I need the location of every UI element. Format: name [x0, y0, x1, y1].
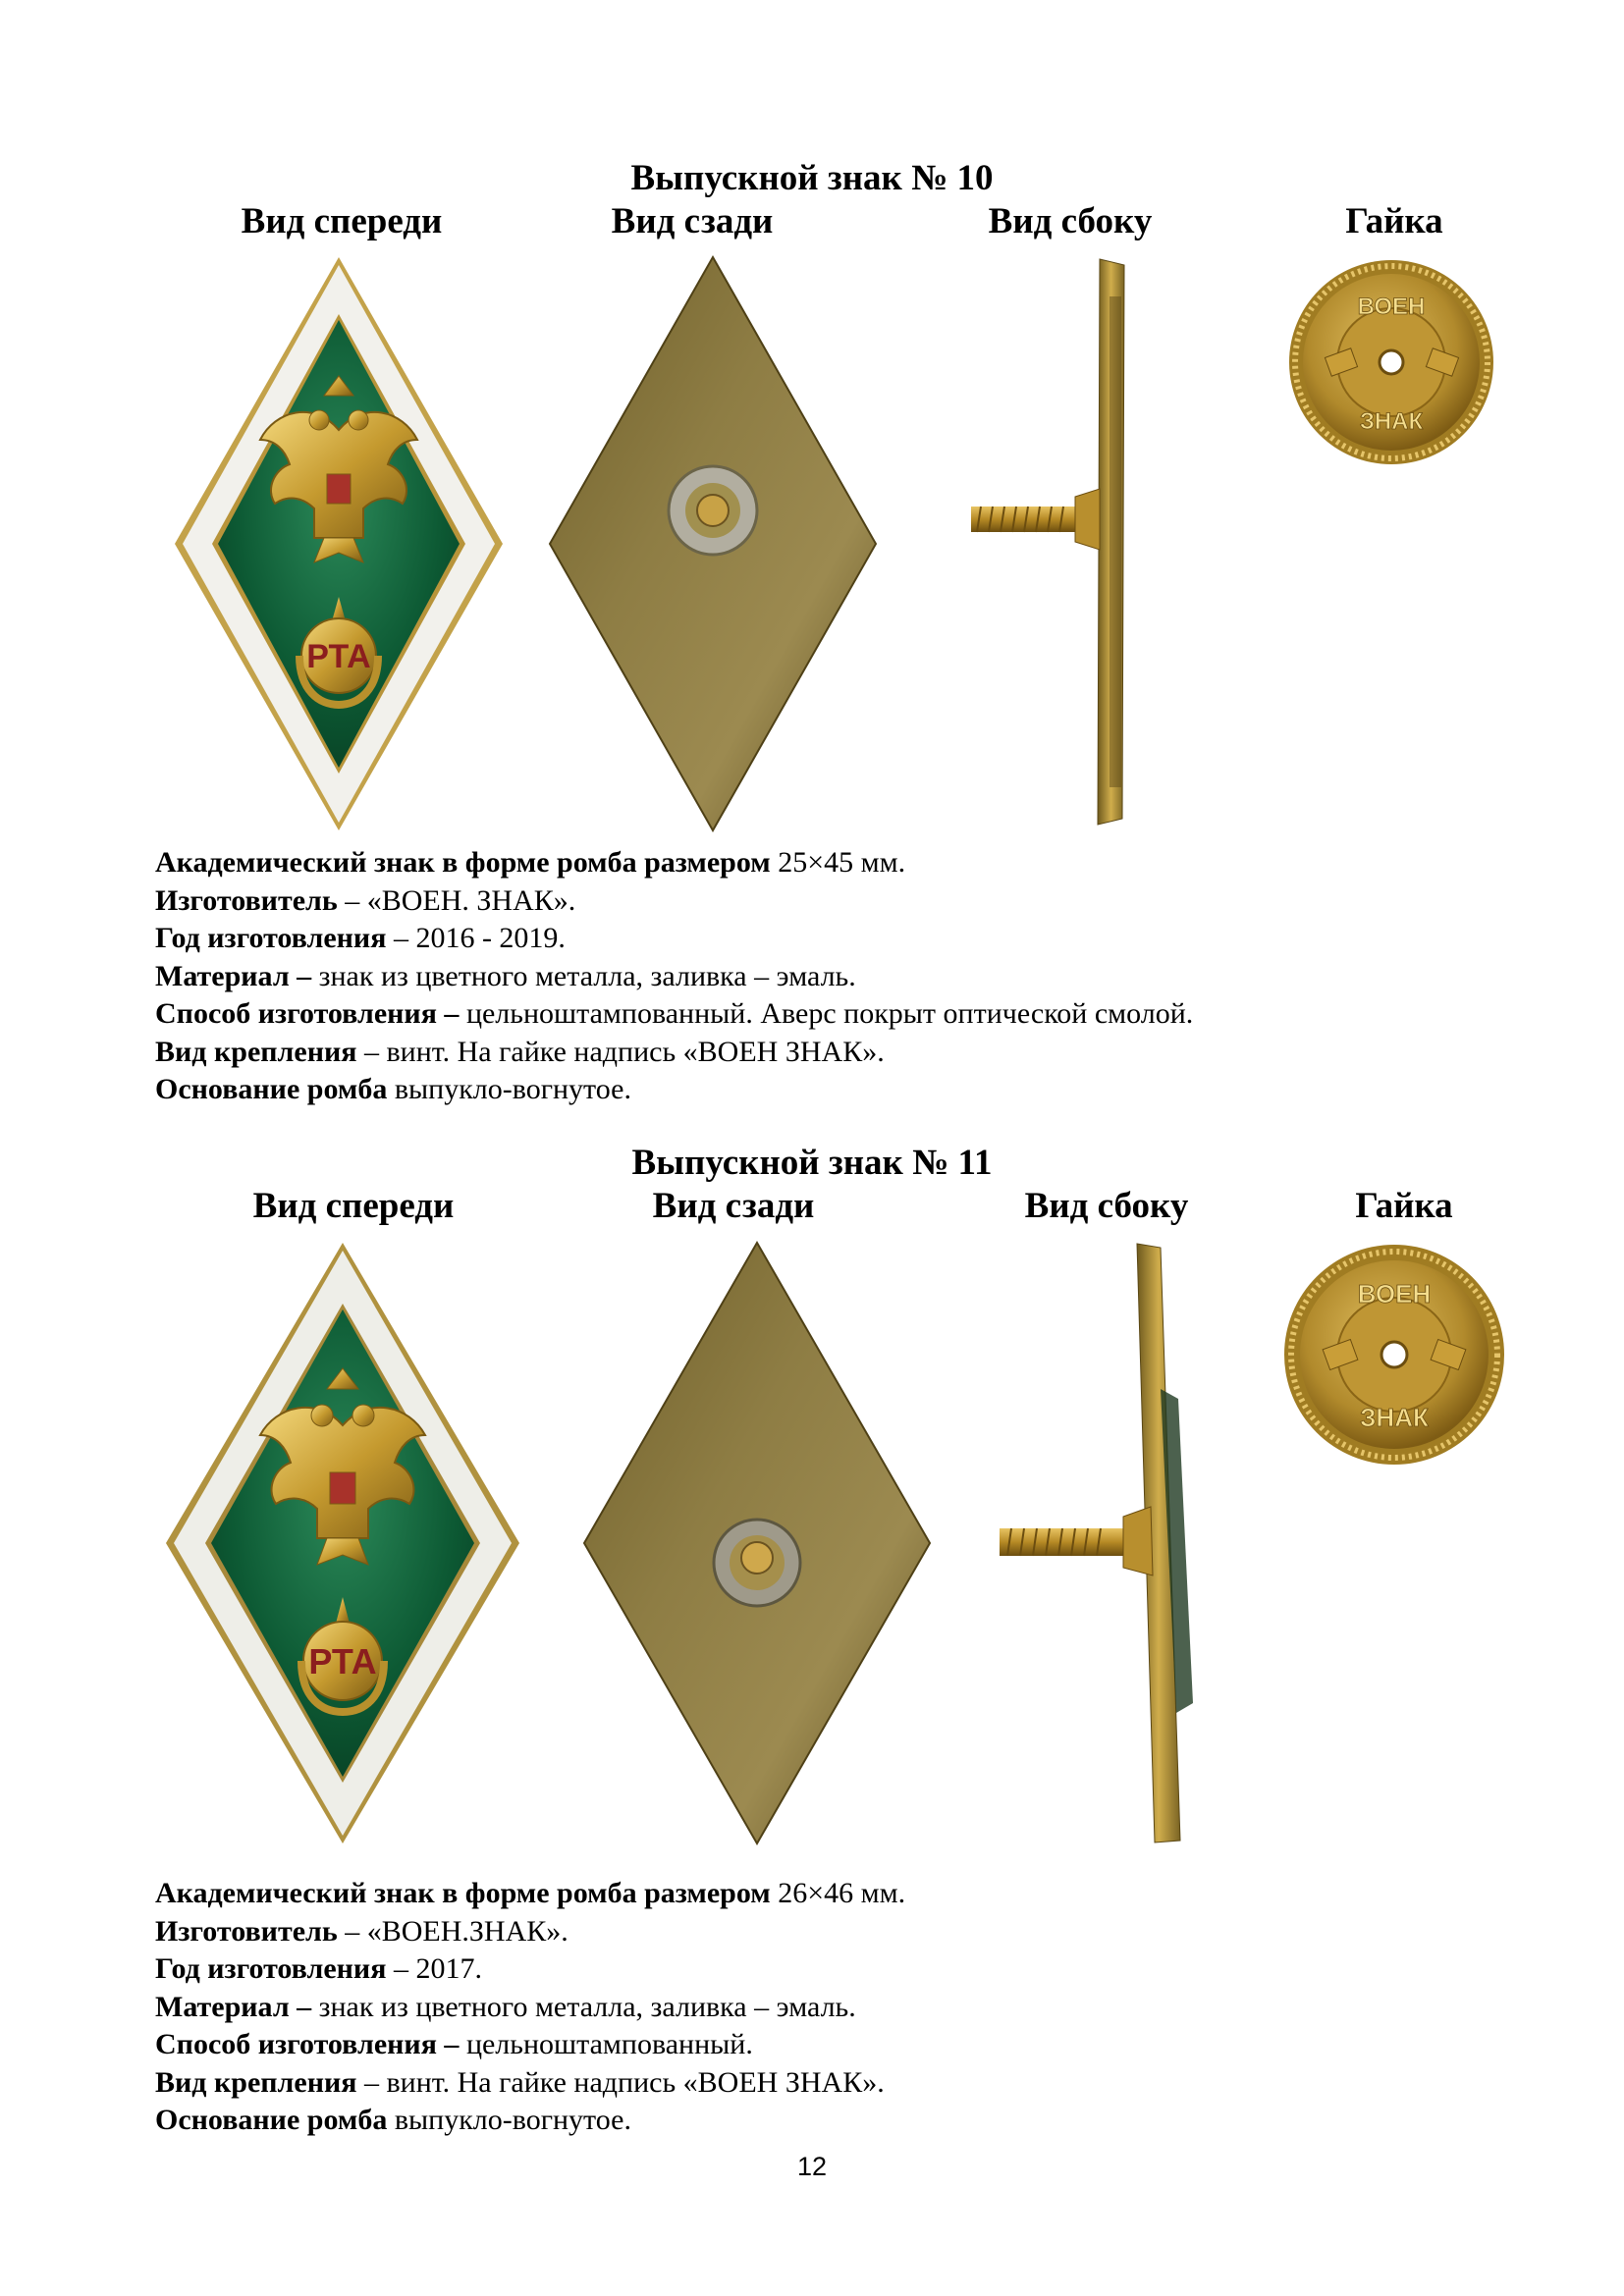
nut-inscription-top: ВОЕН: [1357, 1279, 1432, 1308]
view-label-side: Вид сбоку: [988, 201, 1153, 241]
detail-line: Материал – знак из цветного металла, заливка – эмаль.: [155, 1990, 856, 2023]
nut-photo: [1286, 257, 1497, 468]
view-label-nut: Гайка: [1345, 201, 1443, 241]
view-label-side: Вид сбоку: [1024, 1186, 1189, 1226]
screw-icon: [1000, 1507, 1153, 1575]
badge-front-photo: [167, 253, 511, 834]
view-label-front: Вид спереди: [241, 201, 443, 241]
view-label-nut: Гайка: [1355, 1186, 1453, 1226]
nut-inscription-bottom: ЗНАК: [1360, 1403, 1429, 1432]
view-label-back: Вид сзади: [611, 201, 774, 241]
detail-line: Вид крепления – винт. На гайке надпись «ВОЕН ЗНАК».: [155, 1035, 885, 1068]
badge-front-photo: [160, 1239, 525, 1847]
badge-description: [155, 844, 1530, 1109]
detail-line: Основание ромба выпукло-вогнутое.: [155, 1073, 631, 1105]
detail-line: Вид крепления – винт. На гайке надпись «ВОЕН ЗНАК».: [155, 2065, 885, 2099]
svg-text:РТА: РТА: [306, 638, 371, 675]
badge-back-photo: [545, 253, 881, 834]
badge-title: Выпускной знак № 10: [630, 158, 994, 198]
screw-icon: [971, 489, 1100, 550]
page-number: 12: [796, 2152, 828, 2181]
nut-inscription-top: ВОЕН: [1357, 294, 1426, 320]
detail-line: Академический знак в форме ромба размером 25×45 мм.: [155, 846, 906, 879]
badge-side-photo: [967, 257, 1144, 827]
view-label-front: Вид спереди: [252, 1186, 455, 1226]
detail-line: Основание ромба выпукло-вогнутое.: [155, 2104, 631, 2136]
detail-line: Год изготовления – 2017.: [155, 1952, 482, 1985]
nut-inscription-bottom: ЗНАК: [1359, 408, 1424, 435]
detail-line: Материал – знак из цветного металла, заливка – эмаль.: [155, 959, 856, 992]
badge-side-photo: [992, 1242, 1218, 1845]
detail-line: Способ изготовления – цельноштампованный. Аверс покрыт оптической смолой.: [155, 997, 1194, 1030]
detail-line: Изготовитель – «ВОЕН. ЗНАК».: [155, 883, 576, 917]
detail-line: Год изготовления – 2016 - 2019.: [155, 922, 566, 954]
detail-line: Академический знак в форме ромба размером 26×46 мм.: [155, 1877, 906, 1909]
badge-back-photo: [579, 1239, 935, 1847]
badge-description: [155, 1875, 1530, 2140]
badge-title: Выпускной знак № 11: [631, 1143, 993, 1183]
view-label-back: Вид сзади: [652, 1186, 815, 1226]
detail-line: Изготовитель – «ВОЕН.ЗНАК».: [155, 1914, 568, 1948]
nut-photo: [1281, 1242, 1507, 1468]
detail-line: Способ изготовления – цельноштампованный.: [155, 2028, 753, 2060]
svg-text:РТА: РТА: [308, 1641, 377, 1682]
